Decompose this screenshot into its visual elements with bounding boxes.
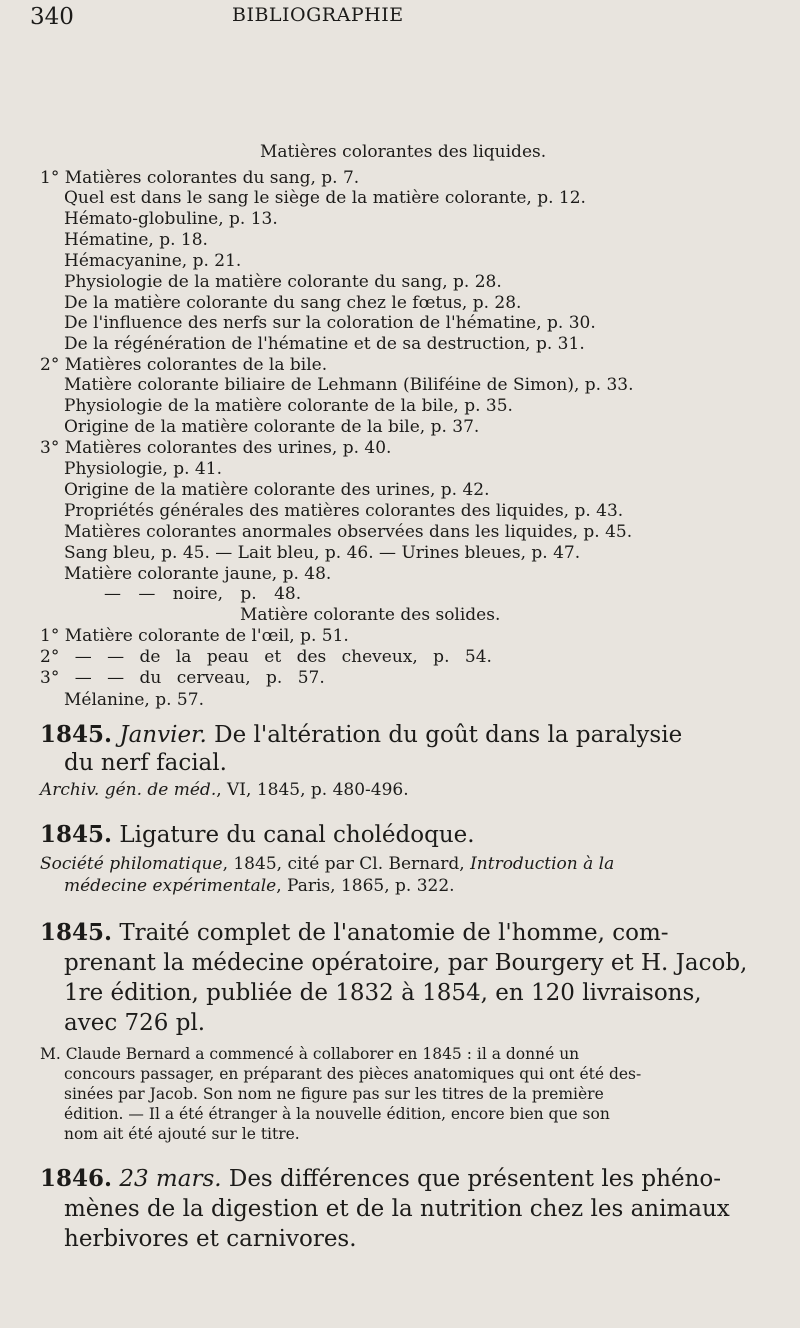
entry-heading <box>40 722 682 748</box>
section-title-solides: Matière colorante des solides. <box>240 605 501 625</box>
entry-heading <box>40 822 475 848</box>
toc-line: Mélanine, p. 57. <box>64 690 204 710</box>
entry-note: M. Claude Bernard a commencé à collaborer en 1845 : il a donné un <box>40 1045 580 1063</box>
entry-year: 1845. <box>40 919 113 946</box>
toc-line: 1° Matières colorantes du sang, p. 7. <box>40 168 360 188</box>
page-number: 340 <box>30 4 74 30</box>
entry-title-line: mènes de la digestion et de la nutrition chez les animaux <box>64 1196 730 1222</box>
toc-line: Physiologie, p. 41. <box>64 459 222 479</box>
source-details: , VI, 1845, p. 480-496. <box>216 780 409 800</box>
toc-line: 3° — — du cerveau, p. 57. <box>40 668 325 688</box>
toc-line: Hémato-globuline, p. 13. <box>64 209 278 229</box>
toc-line: De la matière colorante du sang chez le fœtus, p. 28. <box>64 293 522 313</box>
toc-line: 1° Matière colorante de l'œil, p. 51. <box>40 626 349 646</box>
toc-line: 3° Matières colorantes des urines, p. 40. <box>40 438 392 458</box>
toc-line: Sang bleu, p. 45. — Lait bleu, p. 46. — Urines bleues, p. 47. <box>64 543 581 563</box>
entry-source <box>40 780 409 800</box>
entry-heading <box>40 920 669 946</box>
entry-title-line: avec 726 pl. <box>64 1010 206 1036</box>
toc-line: — — noire, p. 48. <box>104 584 302 604</box>
entry-year: 1845. <box>40 821 113 848</box>
toc-line: De l'influence des nerfs sur la coloration de l'hématine, p. 30. <box>64 313 596 333</box>
entry-source <box>64 876 455 896</box>
entry-title: Des différences que présentent les phéno- <box>228 1166 721 1192</box>
page-header <box>30 4 750 38</box>
toc-line: Origine de la matière colorante de la bile, p. 37. <box>64 417 480 437</box>
toc-line: Propriétés générales des matières colorantes des liquides, p. 43. <box>64 501 624 521</box>
source-journal: Société philomatique <box>40 854 223 874</box>
source-details: , 1845, cité par Cl. Bernard, <box>222 854 465 874</box>
entry-title-line: du nerf facial. <box>64 750 227 776</box>
entry-heading <box>40 1166 721 1192</box>
toc-line: 2° — — de la peau et des cheveux, p. 54. <box>40 647 492 667</box>
toc-line: Matières colorantes anormales observées dans les liquides, p. 45. <box>64 522 633 542</box>
source-book: Introduction à la <box>470 854 615 874</box>
running-head: BIBLIOGRAPHIE <box>232 4 404 26</box>
entry-note: nom ait été ajouté sur le titre. <box>64 1125 300 1143</box>
entry-title: De l'altération du goût dans la paralysie <box>214 722 683 748</box>
entry-year: 1845. <box>40 721 113 748</box>
toc-line: Quel est dans le sang le siège de la matière colorante, p. 12. <box>64 188 586 208</box>
entry-title: Ligature du canal cholédoque. <box>119 822 475 848</box>
toc-line: Physiologie de la matière colorante du sang, p. 28. <box>64 272 502 292</box>
toc-line: Matière colorante jaune, p. 48. <box>64 564 332 584</box>
toc-line: Hémacyanine, p. 21. <box>64 251 242 271</box>
source-details: , Paris, 1865, p. 322. <box>276 876 455 896</box>
toc-line: De la régénération de l'hématine et de sa destruction, p. 31. <box>64 334 585 354</box>
entry-source <box>40 854 614 874</box>
entry-date: Janvier. <box>119 722 207 748</box>
toc-line: Physiologie de la matière colorante de la bile, p. 35. <box>64 396 513 416</box>
toc-line: Hématine, p. 18. <box>64 230 208 250</box>
source-journal: Archiv. gén. de méd. <box>40 780 217 800</box>
entry-note: concours passager, en préparant des pièces anatomiques qui ont été des- <box>64 1065 642 1083</box>
entry-title-line: herbivores et carnivores. <box>64 1226 357 1252</box>
section-title-liquides: Matières colorantes des liquides. <box>260 142 547 162</box>
entry-title: Traité complet de l'anatomie de l'homme, com- <box>119 920 669 946</box>
entry-title-line: 1re édition, publiée de 1832 à 1854, en 120 livraisons, <box>64 980 702 1006</box>
entry-note: édition. — Il a été étranger à la nouvelle édition, encore bien que son <box>64 1105 610 1123</box>
toc-line: Origine de la matière colorante des urines, p. 42. <box>64 480 490 500</box>
toc-line: 2° Matières colorantes de la bile. <box>40 355 328 375</box>
toc-line: Matière colorante biliaire de Lehmann (Biliféine de Simon), p. 33. <box>64 375 634 395</box>
entry-note: sinées par Jacob. Son nom ne figure pas sur les titres de la première <box>64 1085 604 1103</box>
source-book: médecine expérimentale <box>64 876 277 896</box>
entry-year: 1846. <box>40 1165 113 1192</box>
entry-title-line: prenant la médecine opératoire, par Bourgery et H. Jacob, <box>64 950 748 976</box>
entry-date: 23 mars. <box>119 1166 222 1192</box>
